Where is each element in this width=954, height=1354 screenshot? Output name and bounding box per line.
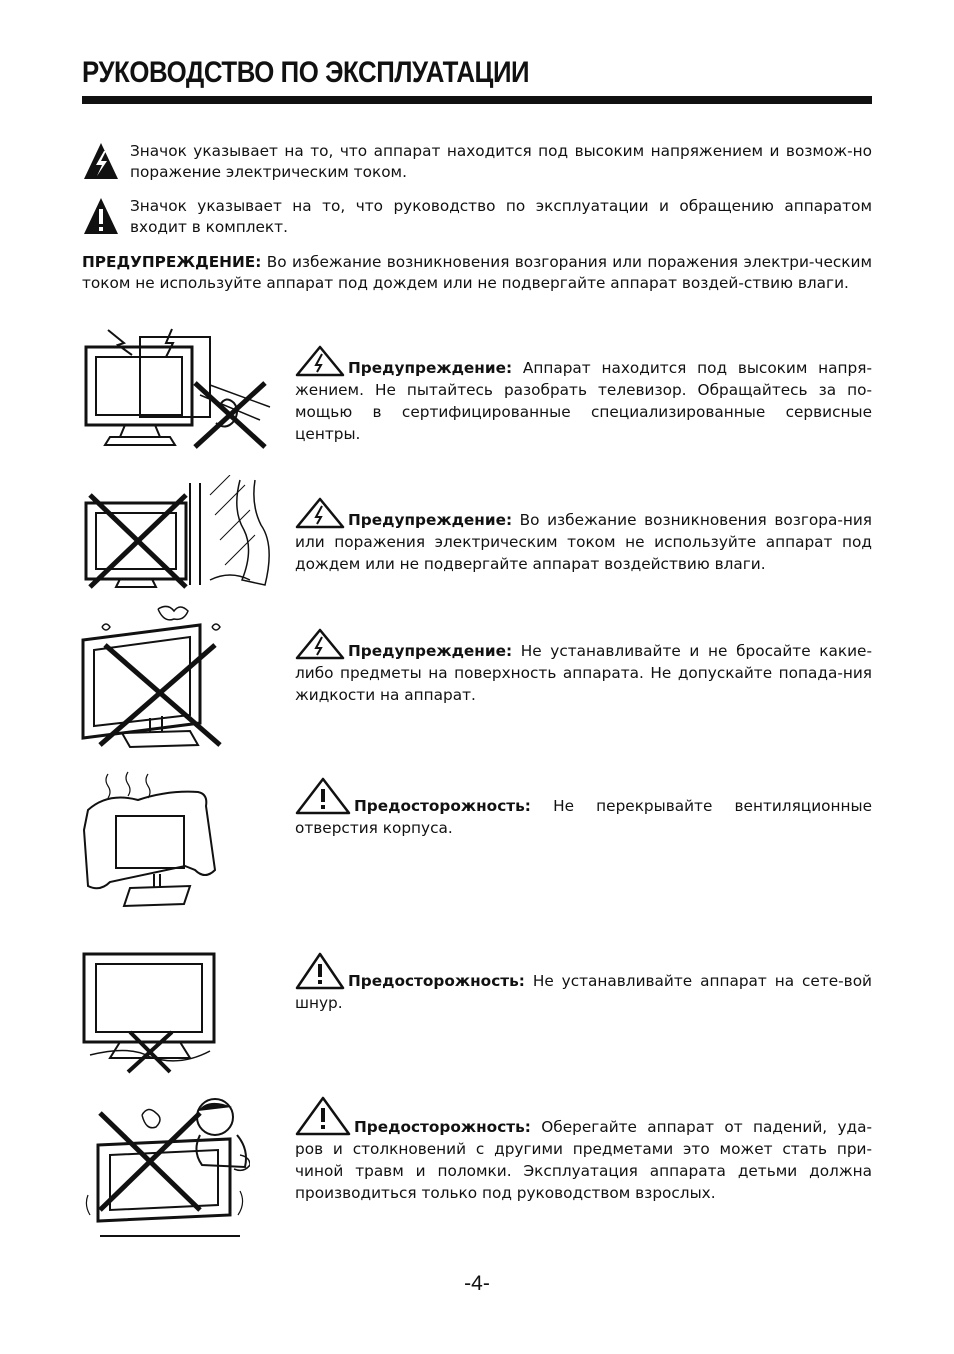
tv-covered-illustration bbox=[80, 770, 230, 910]
page-number: -4- bbox=[464, 1272, 490, 1295]
item-body: Не устанавливайте и не бросайте какие-либо предметы на поверхность аппарата. Не допускайте попада-ния жидкости на аппарат. bbox=[295, 642, 872, 704]
exclamation-warning-icon bbox=[295, 952, 345, 990]
item-body: Аппарат находится под высоким напря-жением. Не пытайтесь разобрать телевизор. Обращайтесь за по-мощью в сертифицированные специализированные сервисные центры. bbox=[295, 359, 872, 443]
lightning-triangle-icon bbox=[82, 141, 120, 181]
item-text-impact bbox=[295, 1096, 872, 1204]
lightning-warning-icon bbox=[295, 345, 345, 377]
item-label: Предосторожность: bbox=[348, 972, 525, 990]
page-title: РУКОВОДСТВО ПО ЭКСПЛУАТАЦИИ bbox=[82, 56, 530, 89]
symbol-text-voltage: Значок указывает на то, что аппарат находится под высоким напряжением и возмож-но поражение электрическим током. bbox=[130, 142, 872, 181]
item-text-cord bbox=[295, 952, 872, 1014]
tv-disassembly-illustration bbox=[80, 325, 280, 455]
lightning-warning-icon bbox=[295, 628, 345, 660]
exclamation-warning-icon bbox=[295, 777, 351, 815]
item-text-ventilation bbox=[295, 777, 872, 839]
tv-rain-illustration bbox=[80, 475, 280, 605]
item-body: Не устанавливайте аппарат на сете-вой шнур. bbox=[295, 972, 872, 1012]
item-text-moisture bbox=[295, 497, 872, 575]
general-warning-label: ПРЕДУПРЕЖДЕНИЕ: bbox=[82, 253, 262, 271]
item-label: Предосторожность: bbox=[354, 1118, 531, 1136]
lightning-warning-icon bbox=[295, 497, 345, 529]
item-body: Оберегайте аппарат от падений, уда-ров и столкновений с другими предметами это может стать при-чиной травм и поломки. Эксплуатация аппарата детьми должна производиться только под руководством взрослых. bbox=[295, 1118, 872, 1202]
tv-objects-illustration bbox=[80, 605, 280, 750]
item-label: Предосторожность: bbox=[354, 797, 531, 815]
child-and-tv-illustration bbox=[80, 1095, 250, 1245]
general-warning-text: Во избежание возникновения возгорания или поражения электри-ческим током не используйте аппарат под дождем или не подвергайте аппарат воздей-ствию влаги. bbox=[82, 253, 872, 292]
symbol-text-manual: Значок указывает на то, что руководство по эксплуатации и обращению аппаратом входит в комплект. bbox=[130, 197, 872, 236]
item-body: Не перекрывайте вентиляционные отверстия корпуса. bbox=[295, 797, 872, 837]
general-warning bbox=[82, 252, 872, 294]
tv-on-cord-illustration bbox=[80, 950, 230, 1075]
item-label: Предупреждение: bbox=[348, 511, 513, 529]
exclamation-triangle-icon bbox=[82, 196, 120, 236]
title-rule bbox=[82, 96, 872, 104]
item-label: Предупреждение: bbox=[348, 642, 513, 660]
item-text-disassemble bbox=[295, 345, 872, 445]
item-body: Во избежание возникновения возгора-ния или поражения электрическим током не используйте аппарат под дождем или не подвергайте аппарат воздействию влаги. bbox=[295, 511, 872, 573]
exclamation-warning-icon bbox=[295, 1096, 351, 1136]
item-text-objects bbox=[295, 628, 872, 706]
item-label: Предупреждение: bbox=[348, 359, 513, 377]
